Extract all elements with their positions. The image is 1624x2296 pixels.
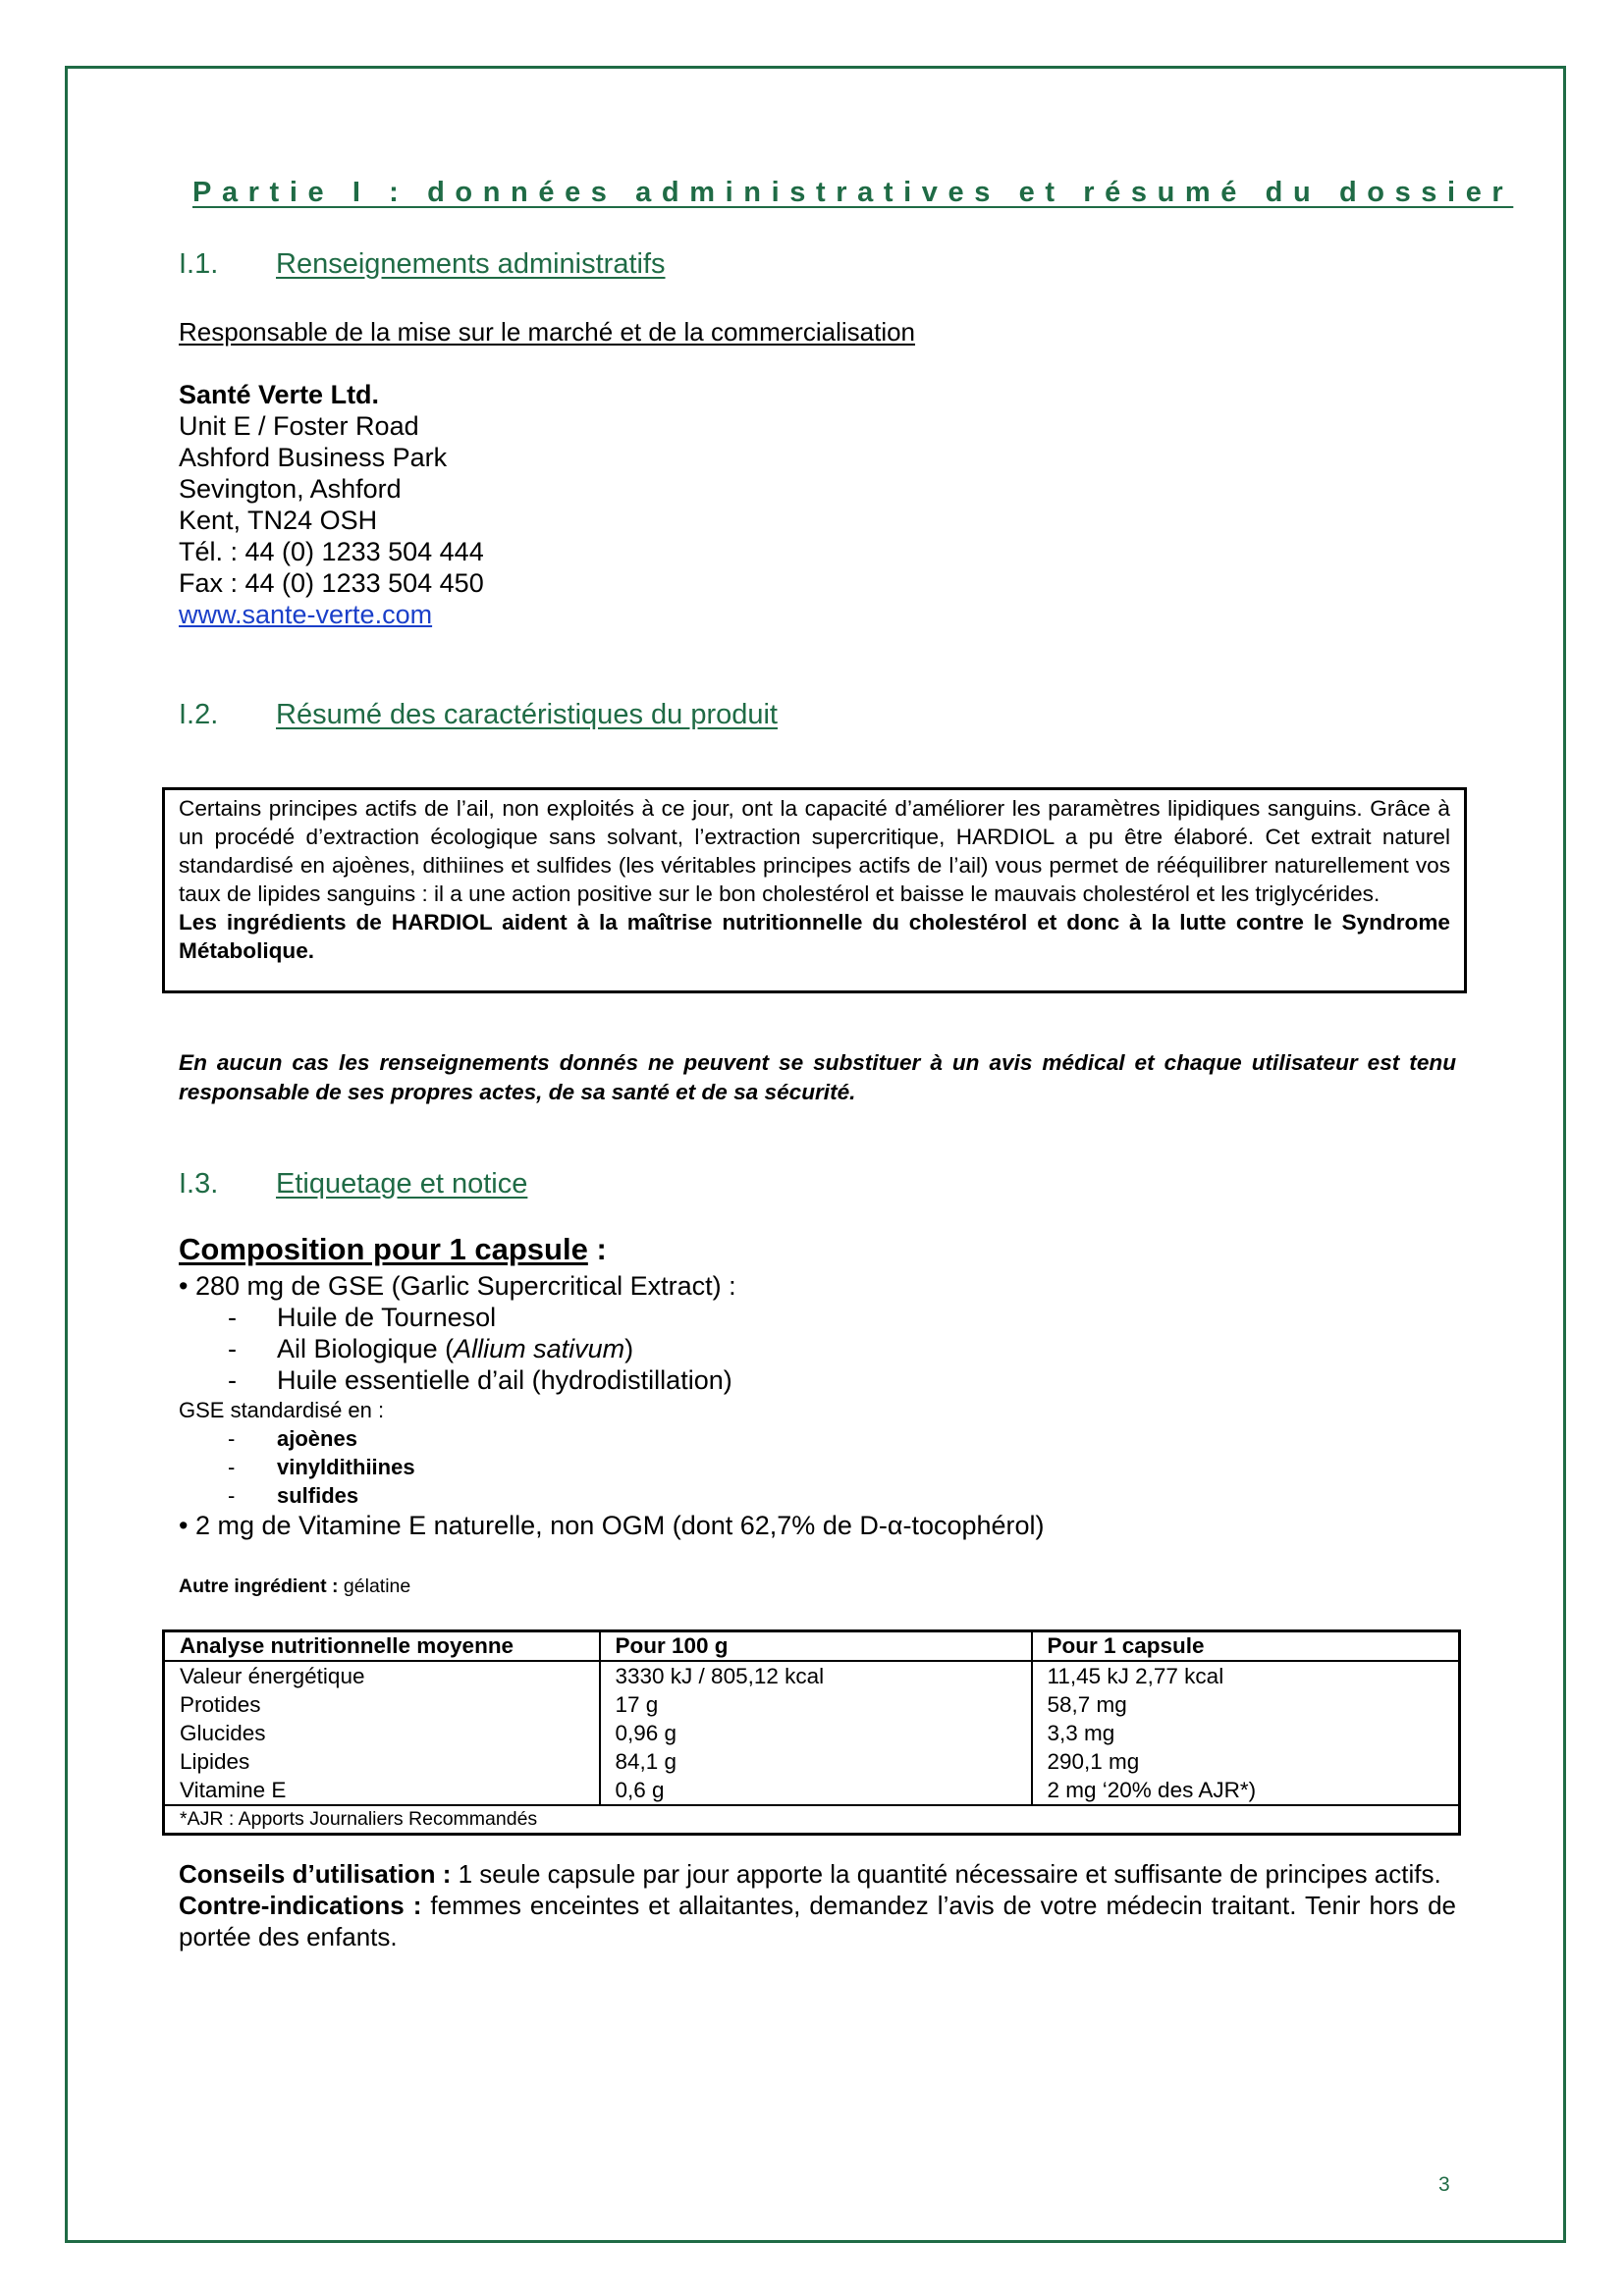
list-item xyxy=(179,1270,1045,1302)
table-cell: Glucides xyxy=(164,1719,600,1747)
list-subitem xyxy=(179,1453,1045,1481)
column-header: Pour 1 capsule xyxy=(1032,1631,1460,1662)
part-title: Partie I : données administratives et résumé du dossier xyxy=(192,177,1514,208)
dash-icon: - xyxy=(228,1303,237,1332)
table-cell: Valeur énergétique xyxy=(164,1661,600,1690)
section-number: I.1. xyxy=(179,248,219,280)
section-number: I.3. xyxy=(179,1168,219,1200)
address-line: Sevington, Ashford xyxy=(179,474,402,504)
contraindications-label: Contre-indications : xyxy=(179,1891,422,1920)
composition-heading-suffix: : xyxy=(587,1232,607,1266)
medical-disclaimer: En aucun cas les renseignements donnés ne peuvent se substituer à un avis médical et chaque utilisateur est tenu responsable de ses propres actes, de sa santé et de sa sécurité. xyxy=(179,1050,1456,1104)
dash-icon: - xyxy=(228,1483,236,1508)
summary-box xyxy=(162,787,1467,993)
section-heading-3 xyxy=(179,1168,527,1201)
phone-number: Tél. : 44 (0) 1233 504 444 xyxy=(179,537,484,566)
section-title: Résumé des caractéristiques du produit xyxy=(276,699,778,730)
active-compound: vinyldithiines xyxy=(277,1455,415,1479)
contraindications-text: femmes enceintes et allaitantes, demandez l’avis de votre médecin traitant. Tenir hors de portée des enfants. xyxy=(179,1891,1456,1951)
dash-icon: - xyxy=(228,1334,237,1363)
list-item xyxy=(179,1510,1045,1541)
table-row xyxy=(164,1719,1460,1747)
section-heading-2 xyxy=(179,699,778,731)
ingredient-text: Ail Biologique ( xyxy=(277,1334,455,1363)
company-name: Santé Verte Ltd. xyxy=(179,380,380,409)
responsible-heading: Responsable de la mise sur le marché et de la commercialisation xyxy=(179,317,916,347)
other-ingredient-label: Autre ingrédient : xyxy=(179,1575,339,1597)
bullet-icon: • xyxy=(179,1511,189,1540)
nutrition-table xyxy=(162,1629,1461,1836)
table-row xyxy=(164,1747,1460,1776)
list-subitem xyxy=(179,1302,1045,1333)
table-row xyxy=(164,1661,1460,1690)
latin-name: Allium sativum xyxy=(454,1334,625,1363)
active-compound: sulfides xyxy=(277,1483,359,1508)
list-subitem xyxy=(179,1333,1045,1364)
company-address-block xyxy=(179,379,484,630)
ingredient-text: ) xyxy=(624,1334,634,1363)
table-cell: 84,1 g xyxy=(600,1747,1032,1776)
dash-icon: - xyxy=(228,1455,236,1479)
ingredient-text: Huile essentielle d’ail (hydrodistillation) xyxy=(277,1365,732,1395)
dash-icon: - xyxy=(228,1365,237,1395)
table-cell: Protides xyxy=(164,1690,600,1719)
table-cell: 0,96 g xyxy=(600,1719,1032,1747)
contraindications-paragraph xyxy=(179,1890,1456,1952)
list-subitem xyxy=(179,1424,1045,1453)
page-number: 3 xyxy=(1438,2173,1450,2196)
table-cell: 0,6 g xyxy=(600,1776,1032,1805)
usage-label: Conseils d’utilisation : xyxy=(179,1859,452,1889)
section-heading-1 xyxy=(179,248,666,281)
composition-heading xyxy=(179,1232,607,1267)
column-header: Pour 100 g xyxy=(600,1631,1032,1662)
website-link[interactable]: www.sante-verte.com xyxy=(179,600,433,629)
table-footnote-row xyxy=(164,1805,1460,1835)
table-cell: 2 mg ‘20% des AJR*) xyxy=(1032,1776,1460,1805)
summary-text: Certains principes actifs de l’ail, non exploités à ce jour, ont la capacité d’améliorer les paramètres lipidiques sanguins. Grâce à un procédé d’extraction écologique sans solvant, l’extraction supercritique, HARDIOL a pu être élaboré. Cet extrait naturel standardisé en ajoènes, dithiines et sulfides (les véritables principes actifs de l’ail) vous permet de rééquilibrer naturellement vos taux de lipides sanguins : il a une action positive sur le bon cholestérol et baisse le mauvais cholestérol et les triglycérides. xyxy=(179,796,1450,906)
ingredient-text: 280 mg de GSE (Garlic Supercritical Extract) : xyxy=(194,1271,736,1301)
table-cell: Vitamine E xyxy=(164,1776,600,1805)
table-cell: 17 g xyxy=(600,1690,1032,1719)
section-title: Renseignements administratifs xyxy=(276,248,666,280)
column-header: Analyse nutritionnelle moyenne xyxy=(164,1631,600,1662)
other-ingredient xyxy=(179,1575,410,1598)
table-cell: 290,1 mg xyxy=(1032,1747,1460,1776)
ingredient-text: 2 mg de Vitamine E naturelle, non OGM (dont 62,7% de D-α-tocophérol) xyxy=(194,1511,1045,1540)
table-cell: Lipides xyxy=(164,1747,600,1776)
table-row xyxy=(164,1690,1460,1719)
table-footnote: *AJR : Apports Journaliers Recommandés xyxy=(164,1805,1460,1835)
usage-paragraph xyxy=(179,1858,1456,1890)
list-subitem xyxy=(179,1481,1045,1510)
ingredient-text: Huile de Tournesol xyxy=(277,1303,497,1332)
summary-bold-text: Les ingrédients de HARDIOL aident à la maîtrise nutritionnelle du cholestérol et donc à la lutte contre le Syndrome Métabolique. xyxy=(179,910,1450,963)
table-header-row xyxy=(164,1631,1460,1662)
composition-list xyxy=(179,1270,1045,1541)
address-line: Unit E / Foster Road xyxy=(179,411,419,441)
address-line: Ashford Business Park xyxy=(179,443,448,472)
usage-text: 1 seule capsule par jour apporte la quantité nécessaire et suffisante de principes actifs. xyxy=(451,1859,1441,1889)
dash-icon: - xyxy=(228,1426,236,1451)
usage-advice xyxy=(179,1858,1456,1952)
table-cell: 11,45 kJ 2,77 kcal xyxy=(1032,1661,1460,1690)
table-cell: 3330 kJ / 805,12 kcal xyxy=(600,1661,1032,1690)
table-cell: 3,3 mg xyxy=(1032,1719,1460,1747)
list-subitem xyxy=(179,1364,1045,1396)
other-ingredient-value: gélatine xyxy=(338,1575,411,1597)
section-title: Etiquetage et notice xyxy=(276,1168,528,1200)
standardised-label: GSE standardisé en : xyxy=(179,1398,385,1422)
fax-number: Fax : 44 (0) 1233 504 450 xyxy=(179,568,484,598)
table-row xyxy=(164,1776,1460,1805)
section-number: I.2. xyxy=(179,699,219,730)
table-cell: 58,7 mg xyxy=(1032,1690,1460,1719)
bullet-icon: • xyxy=(179,1271,189,1301)
address-line: Kent, TN24 OSH xyxy=(179,506,378,535)
active-compound: ajoènes xyxy=(277,1426,357,1451)
composition-heading-text: Composition pour 1 capsule xyxy=(179,1232,588,1266)
